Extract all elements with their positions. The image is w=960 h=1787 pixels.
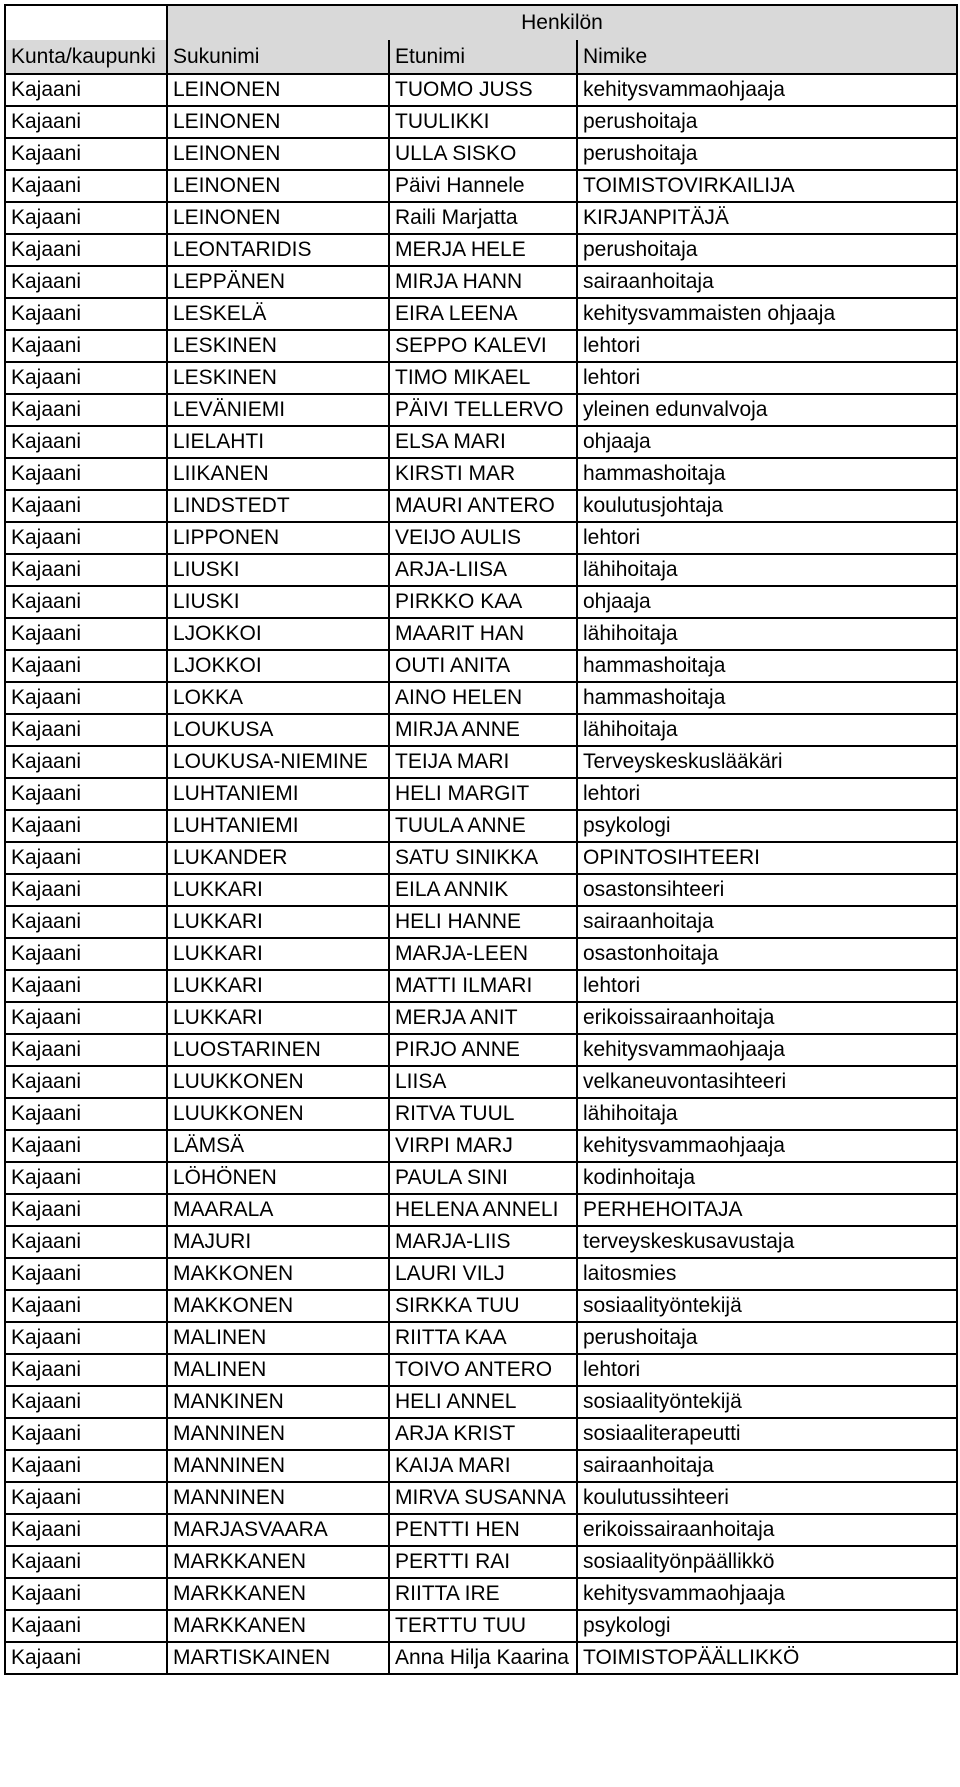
- cell-firstname[interactable]: MIRJA ANNE: [389, 714, 577, 746]
- table-row: [5, 746, 957, 778]
- cell-municipality[interactable]: Kajaani: [5, 394, 167, 426]
- cell-firstname[interactable]: SATU SINIKKA: [389, 842, 577, 874]
- cell-surname[interactable]: LEONTARIDIS: [167, 234, 389, 266]
- cell-surname[interactable]: LESKELÄ: [167, 298, 389, 330]
- table-row: [5, 1514, 957, 1546]
- cell-title[interactable]: sairaanhoitaja: [577, 1450, 957, 1482]
- table-row: [5, 810, 957, 842]
- cell-surname[interactable]: LEVÄNIEMI: [167, 394, 389, 426]
- cell-surname[interactable]: LUHTANIEMI: [167, 810, 389, 842]
- cell-firstname[interactable]: PENTTI HEN: [389, 1514, 577, 1546]
- table-row: [5, 490, 957, 522]
- cell-title[interactable]: kehitysvammaohjaaja: [577, 74, 957, 106]
- cell-title[interactable]: psykologi: [577, 810, 957, 842]
- table-row: [5, 842, 957, 874]
- cell-municipality[interactable]: Kajaani: [5, 1130, 167, 1162]
- cell-municipality[interactable]: Kajaani: [5, 138, 167, 170]
- cell-surname[interactable]: LOUKUSA-NIEMINE: [167, 746, 389, 778]
- cell-title[interactable]: lehtori: [577, 330, 957, 362]
- cell-title[interactable]: perushoitaja: [577, 138, 957, 170]
- cell-firstname[interactable]: LIISA: [389, 1066, 577, 1098]
- cell-firstname[interactable]: MIRJA HANN: [389, 266, 577, 298]
- cell-title[interactable]: lähihoitaja: [577, 1098, 957, 1130]
- cell-municipality[interactable]: Kajaani: [5, 266, 167, 298]
- cell-title[interactable]: Terveyskeskuslääkäri: [577, 746, 957, 778]
- table-row: [5, 906, 957, 938]
- column-header-municipality[interactable]: Kunta/kaupunki: [5, 40, 167, 74]
- table-row: [5, 74, 957, 106]
- cell-firstname[interactable]: LAURI VILJ: [389, 1258, 577, 1290]
- table-row: [5, 554, 957, 586]
- cell-title[interactable]: kehitysvammaisten ohjaaja: [577, 298, 957, 330]
- cell-municipality[interactable]: Kajaani: [5, 1450, 167, 1482]
- cell-title[interactable]: lehtori: [577, 1354, 957, 1386]
- spreadsheet-table: [4, 4, 958, 1675]
- table-row: [5, 938, 957, 970]
- cell-firstname[interactable]: RIITTA KAA: [389, 1322, 577, 1354]
- cell-surname[interactable]: LUUKKONEN: [167, 1066, 389, 1098]
- cell-firstname[interactable]: ULLA SISKO: [389, 138, 577, 170]
- column-header-surname[interactable]: Sukunimi: [167, 40, 389, 74]
- cell-title[interactable]: velkaneuvontasihteeri: [577, 1066, 957, 1098]
- cell-surname[interactable]: LUKKARI: [167, 970, 389, 1002]
- cell-title[interactable]: perushoitaja: [577, 1322, 957, 1354]
- cell-municipality[interactable]: Kajaani: [5, 1098, 167, 1130]
- table-row: [5, 266, 957, 298]
- cell-firstname[interactable]: Päivi Hannele: [389, 170, 577, 202]
- cell-municipality[interactable]: Kajaani: [5, 906, 167, 938]
- cell-title[interactable]: PERHEHOITAJA: [577, 1194, 957, 1226]
- cell-surname[interactable]: LÖHÖNEN: [167, 1162, 389, 1194]
- cell-surname[interactable]: MANNINEN: [167, 1482, 389, 1514]
- cell-title[interactable]: OPINTOSIHTEERI: [577, 842, 957, 874]
- cell-municipality[interactable]: Kajaani: [5, 1066, 167, 1098]
- column-header-title[interactable]: Nimike: [577, 40, 957, 74]
- cell-surname[interactable]: LEINONEN: [167, 202, 389, 234]
- cell-surname[interactable]: LUKKARI: [167, 938, 389, 970]
- cell-municipality[interactable]: Kajaani: [5, 426, 167, 458]
- cell-firstname[interactable]: MARJA-LEEN: [389, 938, 577, 970]
- cell-title[interactable]: kehitysvammaohjaaja: [577, 1130, 957, 1162]
- column-header-row: [5, 40, 957, 74]
- table-row: [5, 362, 957, 394]
- cell-firstname[interactable]: Anna Hilja Kaarina: [389, 1642, 577, 1674]
- cell-title[interactable]: osastonhoitaja: [577, 938, 957, 970]
- cell-municipality[interactable]: Kajaani: [5, 970, 167, 1002]
- cell-municipality[interactable]: Kajaani: [5, 1546, 167, 1578]
- cell-surname[interactable]: MARJASVAARA: [167, 1514, 389, 1546]
- cell-title[interactable]: sosiaalityönpäällikkö: [577, 1546, 957, 1578]
- cell-surname[interactable]: LIIKANEN: [167, 458, 389, 490]
- cell-title[interactable]: lehtori: [577, 522, 957, 554]
- cell-municipality[interactable]: Kajaani: [5, 1642, 167, 1674]
- cell-municipality[interactable]: Kajaani: [5, 1034, 167, 1066]
- table-row: [5, 586, 957, 618]
- table-row: [5, 1290, 957, 1322]
- cell-title[interactable]: sosiaalityöntekijä: [577, 1386, 957, 1418]
- cell-title[interactable]: koulutussihteeri: [577, 1482, 957, 1514]
- table-row: [5, 682, 957, 714]
- cell-municipality[interactable]: Kajaani: [5, 74, 167, 106]
- cell-firstname[interactable]: KIRSTI MAR: [389, 458, 577, 490]
- cell-surname[interactable]: LJOKKOI: [167, 618, 389, 650]
- table-row: [5, 650, 957, 682]
- cell-firstname[interactable]: EILA ANNIK: [389, 874, 577, 906]
- table-row: [5, 138, 957, 170]
- cell-municipality[interactable]: Kajaani: [5, 650, 167, 682]
- table-row: [5, 1578, 957, 1610]
- cell-municipality[interactable]: Kajaani: [5, 554, 167, 586]
- cell-surname[interactable]: LEINONEN: [167, 74, 389, 106]
- cell-surname[interactable]: LEINONEN: [167, 106, 389, 138]
- table-row: [5, 970, 957, 1002]
- cell-title[interactable]: hammashoitaja: [577, 650, 957, 682]
- header-blank-cell: [5, 5, 167, 40]
- table-row: [5, 1450, 957, 1482]
- table-row: [5, 1226, 957, 1258]
- cell-firstname[interactable]: PÄIVI TELLERVO: [389, 394, 577, 426]
- cell-title[interactable]: lähihoitaja: [577, 618, 957, 650]
- cell-surname[interactable]: MAKKONEN: [167, 1258, 389, 1290]
- table-body: [5, 74, 957, 1674]
- cell-municipality[interactable]: Kajaani: [5, 746, 167, 778]
- cell-firstname[interactable]: MATTI ILMARI: [389, 970, 577, 1002]
- cell-title[interactable]: kehitysvammaohjaaja: [577, 1034, 957, 1066]
- cell-title[interactable]: lehtori: [577, 778, 957, 810]
- cell-municipality[interactable]: Kajaani: [5, 586, 167, 618]
- cell-firstname[interactable]: VEIJO AULIS: [389, 522, 577, 554]
- cell-firstname[interactable]: TERTTU TUU: [389, 1610, 577, 1642]
- table-row: [5, 1546, 957, 1578]
- cell-surname[interactable]: LEPPÄNEN: [167, 266, 389, 298]
- cell-firstname[interactable]: EIRA LEENA: [389, 298, 577, 330]
- table-row: [5, 1418, 957, 1450]
- column-header-firstname[interactable]: Etunimi: [389, 40, 577, 74]
- cell-surname[interactable]: LIPPONEN: [167, 522, 389, 554]
- cell-title[interactable]: sosiaaliterapeutti: [577, 1418, 957, 1450]
- table-row: [5, 874, 957, 906]
- cell-title[interactable]: lähihoitaja: [577, 714, 957, 746]
- table-row: [5, 1258, 957, 1290]
- cell-firstname[interactable]: VIRPI MARJ: [389, 1130, 577, 1162]
- table-row: [5, 1098, 957, 1130]
- cell-firstname[interactable]: HELI MARGIT: [389, 778, 577, 810]
- cell-surname[interactable]: MANNINEN: [167, 1450, 389, 1482]
- cell-title[interactable]: hammashoitaja: [577, 458, 957, 490]
- cell-surname[interactable]: LUUKKONEN: [167, 1098, 389, 1130]
- cell-firstname[interactable]: SIRKKA TUU: [389, 1290, 577, 1322]
- cell-title[interactable]: psykologi: [577, 1610, 957, 1642]
- cell-municipality[interactable]: Kajaani: [5, 778, 167, 810]
- cell-surname[interactable]: LOUKUSA: [167, 714, 389, 746]
- cell-surname[interactable]: MALINEN: [167, 1354, 389, 1386]
- cell-municipality[interactable]: Kajaani: [5, 1194, 167, 1226]
- cell-municipality[interactable]: Kajaani: [5, 170, 167, 202]
- cell-firstname[interactable]: ARJA-LIISA: [389, 554, 577, 586]
- cell-surname[interactable]: MANNINEN: [167, 1418, 389, 1450]
- cell-surname[interactable]: LINDSTEDT: [167, 490, 389, 522]
- cell-surname[interactable]: MALINEN: [167, 1322, 389, 1354]
- cell-surname[interactable]: MAJURI: [167, 1226, 389, 1258]
- cell-title[interactable]: lehtori: [577, 362, 957, 394]
- cell-municipality[interactable]: Kajaani: [5, 362, 167, 394]
- table-row: [5, 458, 957, 490]
- cell-surname[interactable]: LUOSTARINEN: [167, 1034, 389, 1066]
- cell-surname[interactable]: LUKANDER: [167, 842, 389, 874]
- cell-firstname[interactable]: Raili Marjatta: [389, 202, 577, 234]
- cell-municipality[interactable]: Kajaani: [5, 618, 167, 650]
- cell-firstname[interactable]: RITVA TUUL: [389, 1098, 577, 1130]
- cell-title[interactable]: kodinhoitaja: [577, 1162, 957, 1194]
- table-row: [5, 1610, 957, 1642]
- cell-firstname[interactable]: MERJA HELE: [389, 234, 577, 266]
- cell-title[interactable]: perushoitaja: [577, 106, 957, 138]
- cell-surname[interactable]: LJOKKOI: [167, 650, 389, 682]
- cell-surname[interactable]: LUKKARI: [167, 874, 389, 906]
- cell-title[interactable]: lehtori: [577, 970, 957, 1002]
- cell-municipality[interactable]: Kajaani: [5, 298, 167, 330]
- cell-municipality[interactable]: Kajaani: [5, 1578, 167, 1610]
- cell-municipality[interactable]: Kajaani: [5, 1162, 167, 1194]
- cell-firstname[interactable]: MERJA ANIT: [389, 1002, 577, 1034]
- cell-municipality[interactable]: Kajaani: [5, 1322, 167, 1354]
- cell-firstname[interactable]: PERTTI RAI: [389, 1546, 577, 1578]
- cell-firstname[interactable]: TUULA ANNE: [389, 810, 577, 842]
- cell-firstname[interactable]: OUTI ANITA: [389, 650, 577, 682]
- cell-title[interactable]: sairaanhoitaja: [577, 906, 957, 938]
- table-row: [5, 778, 957, 810]
- cell-municipality[interactable]: Kajaani: [5, 1002, 167, 1034]
- cell-surname[interactable]: LESKINEN: [167, 362, 389, 394]
- table-row: [5, 1642, 957, 1674]
- cell-municipality[interactable]: Kajaani: [5, 1386, 167, 1418]
- header-group-row: [5, 5, 957, 40]
- cell-municipality[interactable]: Kajaani: [5, 682, 167, 714]
- cell-surname[interactable]: MAARALA: [167, 1194, 389, 1226]
- table-row: [5, 1130, 957, 1162]
- cell-surname[interactable]: LÄMSÄ: [167, 1130, 389, 1162]
- cell-municipality[interactable]: Kajaani: [5, 1514, 167, 1546]
- table-row: [5, 1354, 957, 1386]
- cell-municipality[interactable]: Kajaani: [5, 522, 167, 554]
- cell-firstname[interactable]: HELI ANNEL: [389, 1386, 577, 1418]
- cell-firstname[interactable]: HELENA ANNELI: [389, 1194, 577, 1226]
- cell-firstname[interactable]: ELSA MARI: [389, 426, 577, 458]
- cell-title[interactable]: TOIMISTOPÄÄLLIKKÖ: [577, 1642, 957, 1674]
- cell-municipality[interactable]: Kajaani: [5, 202, 167, 234]
- cell-municipality[interactable]: Kajaani: [5, 1482, 167, 1514]
- cell-title[interactable]: sairaanhoitaja: [577, 266, 957, 298]
- table-row: [5, 714, 957, 746]
- cell-municipality[interactable]: Kajaani: [5, 1418, 167, 1450]
- cell-surname[interactable]: MARKKANEN: [167, 1546, 389, 1578]
- cell-surname[interactable]: LUKKARI: [167, 906, 389, 938]
- cell-municipality[interactable]: Kajaani: [5, 106, 167, 138]
- table-row: [5, 1322, 957, 1354]
- cell-firstname[interactable]: TUOMO JUSS: [389, 74, 577, 106]
- cell-municipality[interactable]: Kajaani: [5, 1354, 167, 1386]
- cell-firstname[interactable]: PAULA SINI: [389, 1162, 577, 1194]
- cell-municipality[interactable]: Kajaani: [5, 1610, 167, 1642]
- table-row: [5, 1002, 957, 1034]
- cell-title[interactable]: koulutusjohtaja: [577, 490, 957, 522]
- cell-title[interactable]: yleinen edunvalvoja: [577, 394, 957, 426]
- cell-title[interactable]: perushoitaja: [577, 234, 957, 266]
- cell-surname[interactable]: LIUSKI: [167, 554, 389, 586]
- table-row: [5, 426, 957, 458]
- cell-firstname[interactable]: RIITTA IRE: [389, 1578, 577, 1610]
- cell-municipality[interactable]: Kajaani: [5, 938, 167, 970]
- table-row: [5, 1482, 957, 1514]
- cell-firstname[interactable]: MARJA-LIIS: [389, 1226, 577, 1258]
- cell-surname[interactable]: LEINONEN: [167, 170, 389, 202]
- table-row: [5, 298, 957, 330]
- table-row: [5, 394, 957, 426]
- cell-firstname[interactable]: PIRKKO KAA: [389, 586, 577, 618]
- cell-title[interactable]: ohjaaja: [577, 586, 957, 618]
- cell-firstname[interactable]: ARJA KRIST: [389, 1418, 577, 1450]
- cell-surname[interactable]: LUKKARI: [167, 1002, 389, 1034]
- cell-title[interactable]: osastonsihteeri: [577, 874, 957, 906]
- cell-firstname[interactable]: MIRVA SUSANNA: [389, 1482, 577, 1514]
- table-row: [5, 234, 957, 266]
- cell-firstname[interactable]: HELI HANNE: [389, 906, 577, 938]
- cell-surname[interactable]: LIUSKI: [167, 586, 389, 618]
- cell-title[interactable]: ohjaaja: [577, 426, 957, 458]
- cell-municipality[interactable]: Kajaani: [5, 810, 167, 842]
- table-row: [5, 106, 957, 138]
- cell-municipality[interactable]: Kajaani: [5, 874, 167, 906]
- cell-firstname[interactable]: MAURI ANTERO: [389, 490, 577, 522]
- cell-title[interactable]: lähihoitaja: [577, 554, 957, 586]
- cell-firstname[interactable]: TIMO MIKAEL: [389, 362, 577, 394]
- cell-title[interactable]: KIRJANPITÄJÄ: [577, 202, 957, 234]
- cell-title[interactable]: TOIMISTOVIRKAILIJA: [577, 170, 957, 202]
- table-row: [5, 1194, 957, 1226]
- table-row: [5, 202, 957, 234]
- cell-municipality[interactable]: Kajaani: [5, 458, 167, 490]
- table-row: [5, 522, 957, 554]
- table-row: [5, 1066, 957, 1098]
- cell-title[interactable]: sosiaalityöntekijä: [577, 1290, 957, 1322]
- cell-surname[interactable]: MARTISKAINEN: [167, 1642, 389, 1674]
- cell-municipality[interactable]: Kajaani: [5, 842, 167, 874]
- cell-title[interactable]: erikoissairaanhoitaja: [577, 1514, 957, 1546]
- cell-surname[interactable]: MARKKANEN: [167, 1578, 389, 1610]
- cell-title[interactable]: terveyskeskusavustaja: [577, 1226, 957, 1258]
- cell-municipality[interactable]: Kajaani: [5, 330, 167, 362]
- table-row: [5, 170, 957, 202]
- cell-municipality[interactable]: Kajaani: [5, 1290, 167, 1322]
- table-row: [5, 618, 957, 650]
- cell-surname[interactable]: LEINONEN: [167, 138, 389, 170]
- cell-firstname[interactable]: TEIJA MARI: [389, 746, 577, 778]
- table-row: [5, 1386, 957, 1418]
- cell-title[interactable]: kehitysvammaohjaaja: [577, 1578, 957, 1610]
- table-header: [5, 5, 957, 74]
- cell-firstname[interactable]: MAARIT HAN: [389, 618, 577, 650]
- cell-surname[interactable]: LESKINEN: [167, 330, 389, 362]
- cell-firstname[interactable]: TUULIKKI: [389, 106, 577, 138]
- cell-surname[interactable]: LIELAHTI: [167, 426, 389, 458]
- cell-municipality[interactable]: Kajaani: [5, 490, 167, 522]
- table-row: [5, 1034, 957, 1066]
- cell-municipality[interactable]: Kajaani: [5, 1226, 167, 1258]
- cell-title[interactable]: laitosmies: [577, 1258, 957, 1290]
- cell-surname[interactable]: MARKKANEN: [167, 1610, 389, 1642]
- cell-firstname[interactable]: TOIVO ANTERO: [389, 1354, 577, 1386]
- cell-firstname[interactable]: SEPPO KALEVI: [389, 330, 577, 362]
- cell-firstname[interactable]: AINO HELEN: [389, 682, 577, 714]
- cell-surname[interactable]: MAKKONEN: [167, 1290, 389, 1322]
- cell-municipality[interactable]: Kajaani: [5, 714, 167, 746]
- cell-firstname[interactable]: PIRJO ANNE: [389, 1034, 577, 1066]
- table-row: [5, 330, 957, 362]
- cell-municipality[interactable]: Kajaani: [5, 234, 167, 266]
- cell-surname[interactable]: LUHTANIEMI: [167, 778, 389, 810]
- cell-title[interactable]: hammashoitaja: [577, 682, 957, 714]
- header-group-label: Henkilön: [167, 5, 957, 40]
- cell-surname[interactable]: MANKINEN: [167, 1386, 389, 1418]
- cell-title[interactable]: erikoissairaanhoitaja: [577, 1002, 957, 1034]
- cell-firstname[interactable]: KAIJA MARI: [389, 1450, 577, 1482]
- table-row: [5, 1162, 957, 1194]
- cell-surname[interactable]: LOKKA: [167, 682, 389, 714]
- cell-municipality[interactable]: Kajaani: [5, 1258, 167, 1290]
